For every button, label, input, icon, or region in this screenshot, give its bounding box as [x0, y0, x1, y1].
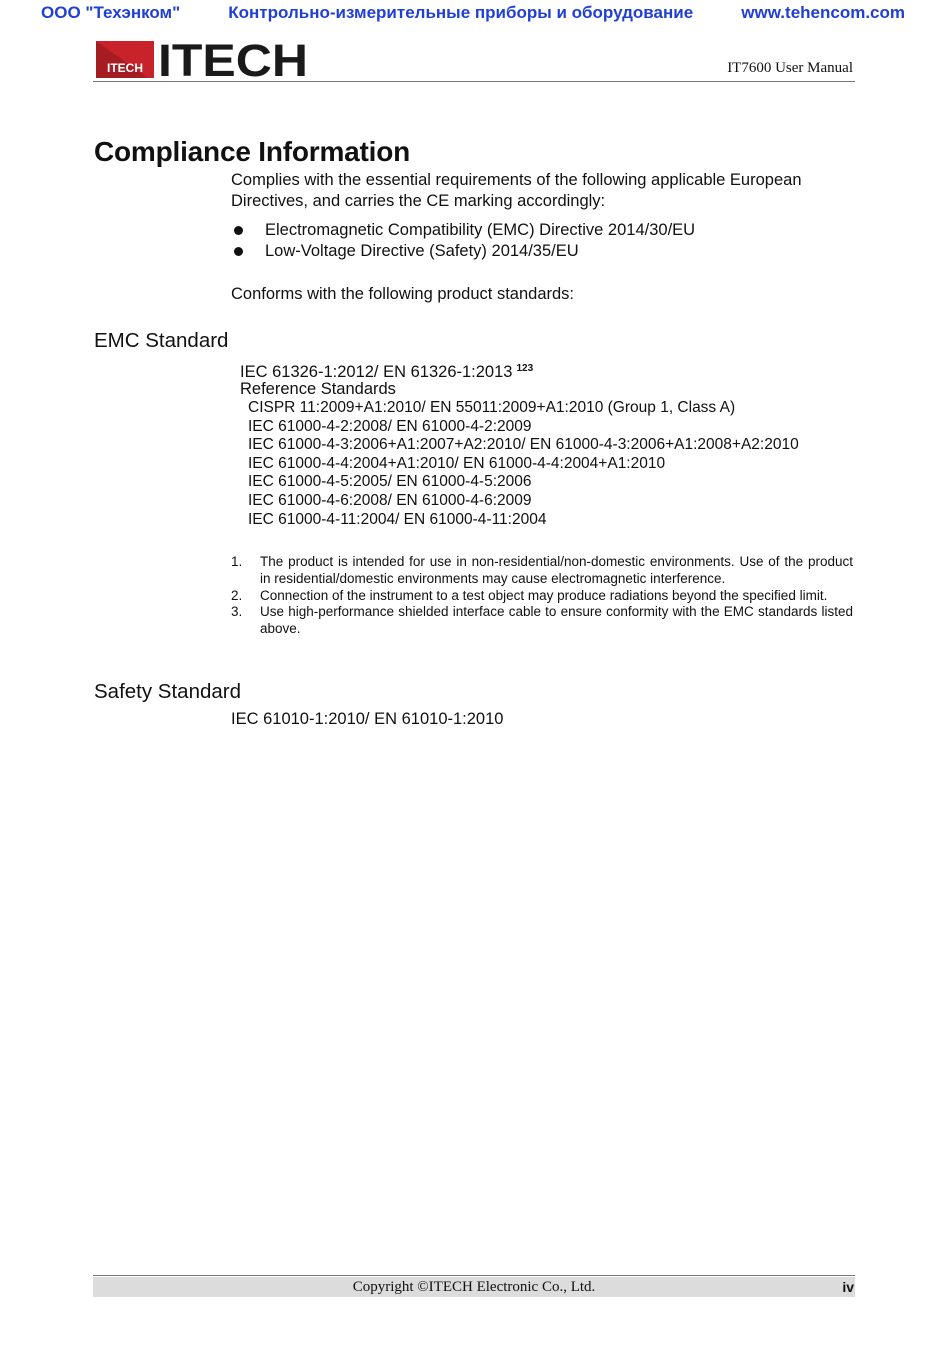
footnote-marks: 123 [516, 363, 534, 374]
banner-website-link[interactable]: www.tehencom.com [741, 3, 905, 22]
list-item [231, 220, 695, 241]
safety-heading: Safety Standard [94, 680, 242, 703]
emc-heading: EMC Standard [94, 329, 229, 352]
safety-standard: IEC 61010-1:2010/ EN 61010-1:2010 [231, 710, 504, 728]
banner-tagline: Контрольно-измерительные приборы и оборудование [228, 3, 694, 22]
header-divider [93, 81, 855, 82]
directive-text: Low-Voltage Directive (Safety) 2014/35/EU [265, 242, 579, 260]
note-text: Use high-performance shielded interface cable to ensure conformity with the EMC standards listed above. [260, 604, 853, 637]
directives-list [231, 220, 695, 262]
bullet-icon [234, 226, 243, 235]
list-item: CISPR 11:2009+A1:2010/ EN 55011:2009+A1:2010 (Group 1, Class A) [248, 399, 736, 416]
footer-copyright: Copyright ©ITECH Electronic Co., Ltd. [352, 1279, 596, 1295]
list-item [231, 554, 853, 588]
list-item [231, 241, 695, 262]
note-number: 3. [231, 604, 243, 620]
page-number: iv [842, 1279, 854, 1295]
list-item: IEC 61000-4-4:2004+A1:2010/ EN 61000-4-4:2004+A1:2010 [248, 454, 666, 472]
itech-logo [96, 41, 310, 78]
list-item: IEC 61000-4-6:2008/ EN 61000-4-6:2009 [248, 491, 532, 509]
list-item [231, 604, 853, 638]
list-item: IEC 61000-4-5:2005/ EN 61000-4-5:2006 [248, 473, 532, 491]
intro-paragraph: Complies with the essential requirements of the following applicable European Directives, and carries the CE marking accordingly: [231, 171, 802, 210]
list-item [231, 588, 853, 605]
conforms-text: Conforms with the following product standards: [231, 285, 575, 303]
banner-company: ООО "Техэнком" [41, 3, 181, 22]
page-title: Compliance Information [94, 136, 411, 167]
reference-standards-list [248, 399, 799, 529]
list-item: IEC 61000-4-2:2008/ EN 61000-4-2:2009 [248, 417, 532, 435]
emc-notes-list [231, 554, 853, 638]
list-item: IEC 61000-4-3:2006+A1:2007+A2:2010/ EN 61000-4-3:2006+A1:2008+A2:2010 [248, 436, 799, 454]
top-banner [0, 0, 950, 26]
note-text: Connection of the instrument to a test object may produce radiations beyond the specified limit. [260, 587, 828, 603]
note-number: 2. [231, 587, 243, 603]
note-number: 1. [231, 554, 243, 569]
directive-text: Electromagnetic Compatibility (EMC) Directive 2014/30/EU [265, 221, 696, 239]
logo-wordmark: ITECH [158, 41, 308, 78]
bullet-icon [234, 247, 243, 256]
logo-badge-text: ITECH [107, 61, 143, 75]
emc-main-standard-text: IEC 61326-1:2012/ EN 61326-1:2013 [240, 363, 513, 381]
list-item: IEC 61000-4-11:2004/ EN 61000-4-11:2004 [248, 510, 547, 528]
footer-divider [93, 1275, 855, 1276]
note-text: The product is intended for use in non-residential/non-domestic environments. Use of the product in residential/domestic environments may cause electromagnetic interference. [260, 554, 853, 586]
reference-standards-title: Reference Standards [240, 380, 396, 398]
manual-title: IT7600 User Manual [727, 60, 853, 76]
